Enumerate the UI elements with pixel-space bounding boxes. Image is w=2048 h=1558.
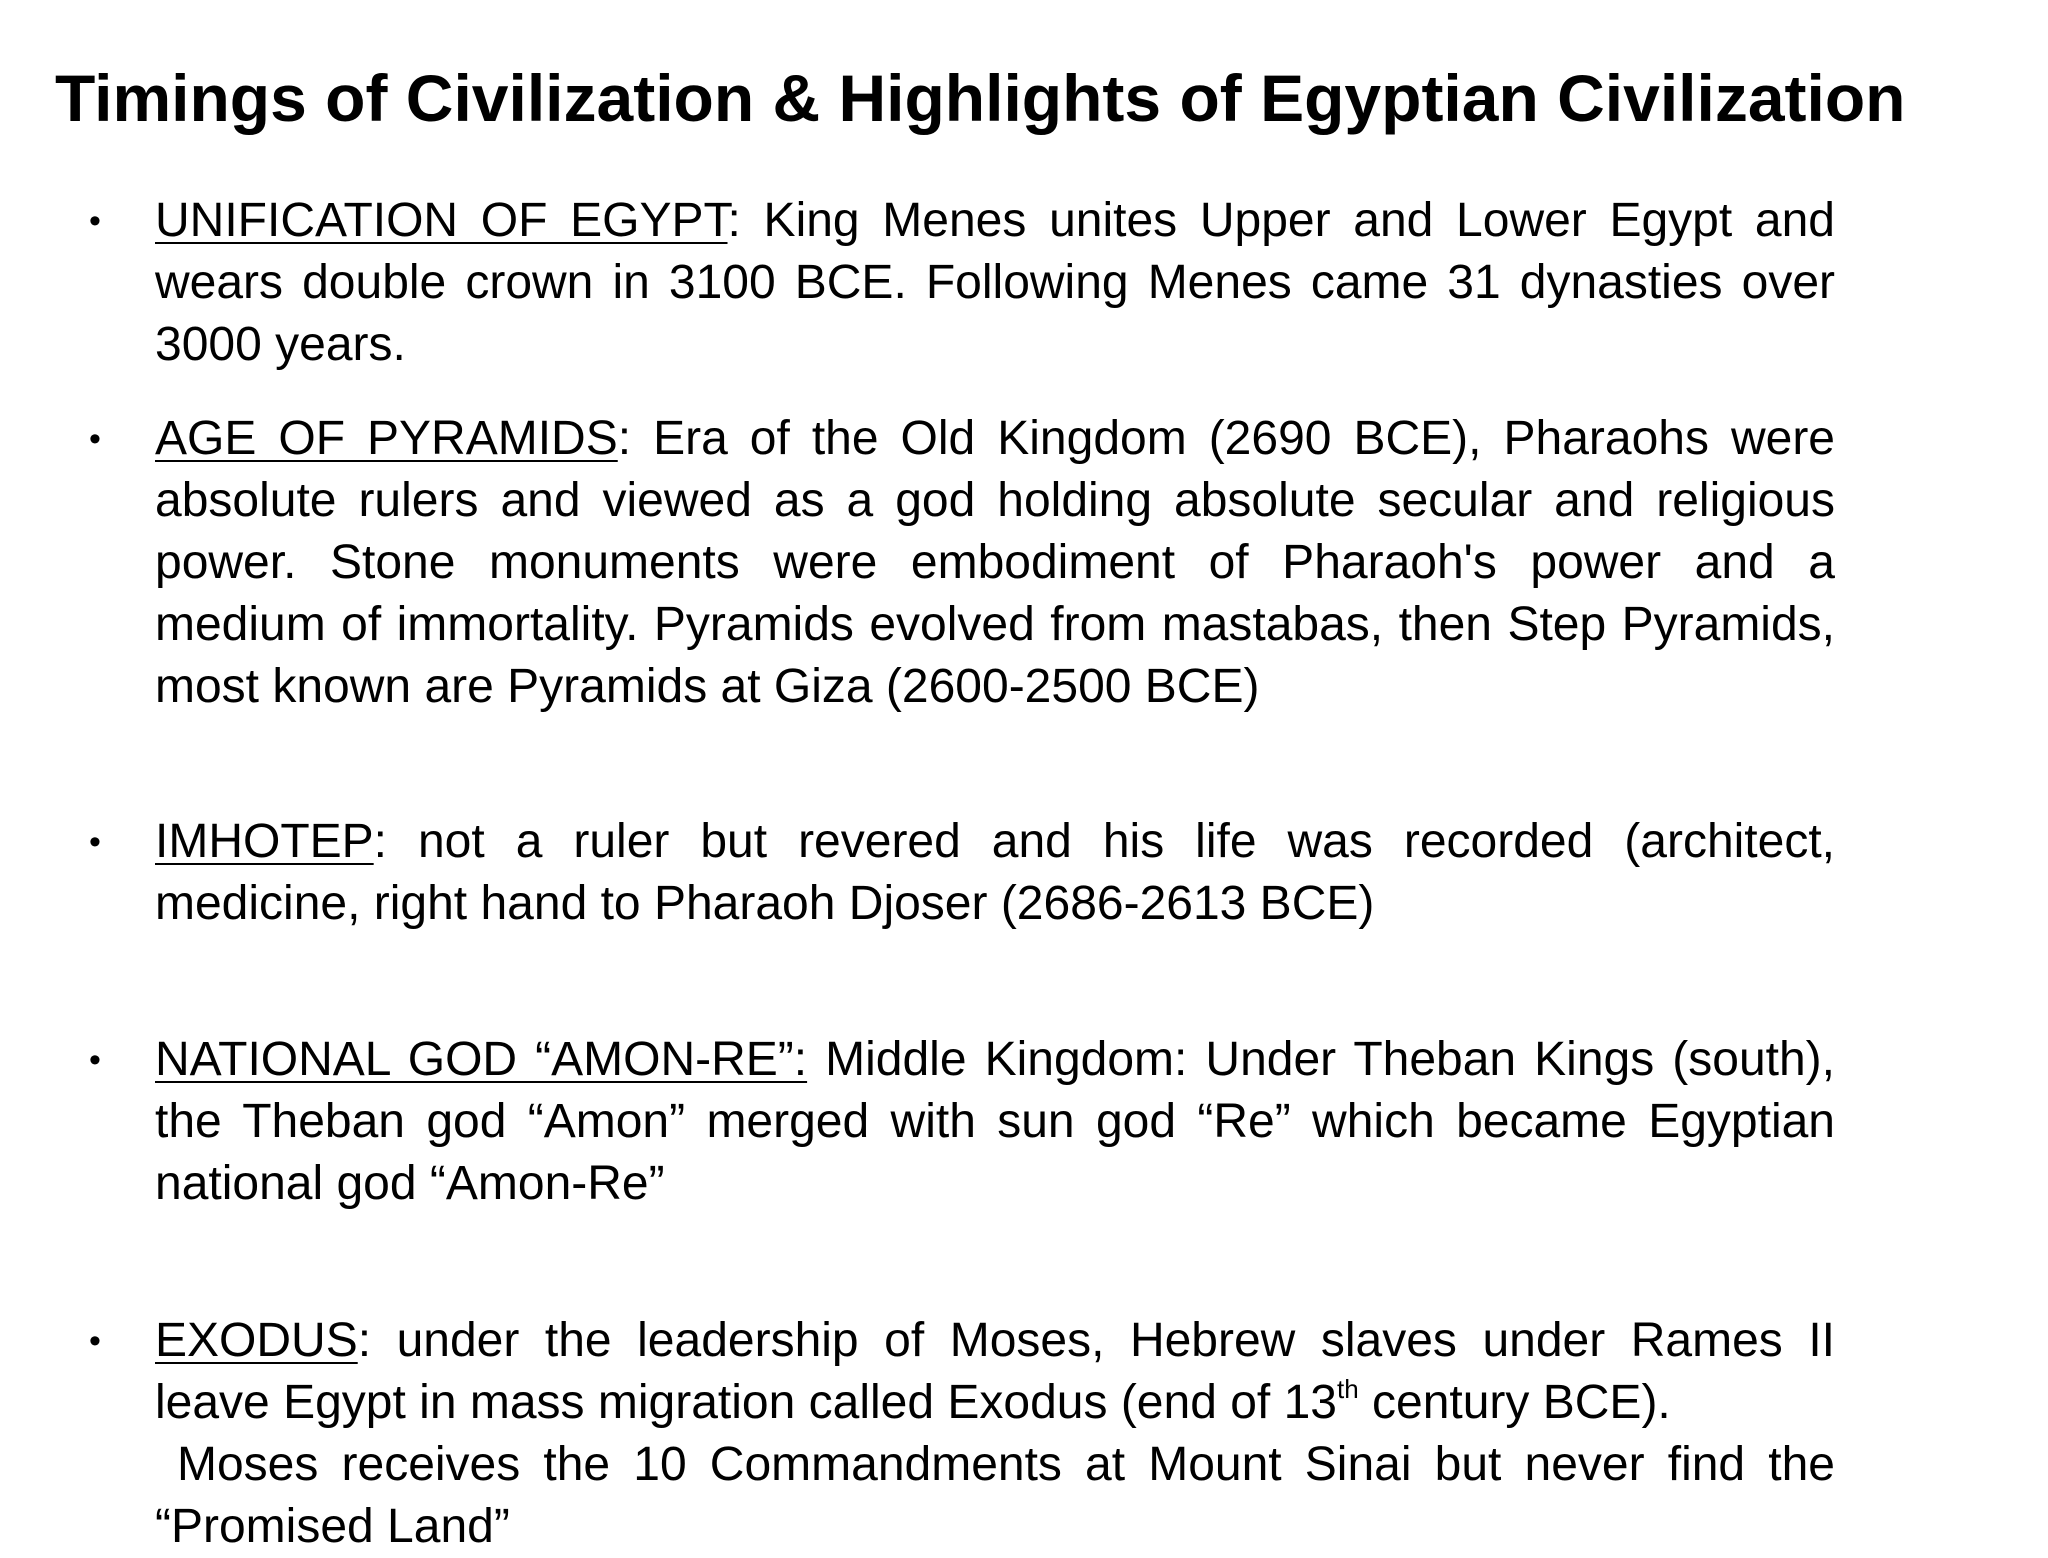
term-national-god: NATIONAL GOD “AMON-RE”: <box>155 1033 808 1086</box>
term-colon: : <box>357 1314 372 1367</box>
bullet-text-age-of-pyramids: Era of the Old Kingdom (2690 BCE), Pharaohs were absolute rulers and viewed as a god holding absolute secular and religious power. Stone monuments were embodiment of Pharaoh's power and a medium of immortality. Pyramids evolved from mastabas, then Step Pyramids, most known are Pyramids at Giza (2600-2500 BCE) <box>155 412 1836 713</box>
term-imhotep: IMHOTEP <box>155 815 374 868</box>
superscript-th: th <box>1336 1374 1359 1404</box>
bullet-text-national-god: Middle Kingdom: Under Theban Kings (south), the Theban god “Amon” merged with sun god “Re” which became Egyptian national god “Amon-Re” <box>155 1033 1835 1210</box>
bullet-icon: • <box>89 1322 101 1360</box>
bullet-text-exodus-century: century BCE). <box>1358 1376 1671 1429</box>
term-colon: : <box>617 412 632 465</box>
slide-title: Timings of Civilization & Highlights of Egyptian Civilization <box>55 61 1906 135</box>
bullet-item-unification <box>89 190 1835 376</box>
bullet-icon: • <box>89 202 101 240</box>
bullet-text-exodus-continued: Moses receives the 10 Commandments at Mount Sinai but never find the “Promised Land” <box>155 1438 1835 1553</box>
bullet-item-age-of-pyramids <box>89 408 1836 718</box>
bullet-text-imhotep: not a ruler but revered and his life was recorded (architect, medicine, right hand to Pharaoh Djoser (2686-2613 BCE) <box>155 815 1835 930</box>
bullet-icon: • <box>89 823 101 861</box>
bullet-text-exodus: under the leadership of Moses, Hebrew slaves under Rames II leave Egypt in mass migration called Exodus (end of 13 <box>155 1314 1835 1429</box>
bullet-icon: • <box>89 1041 101 1079</box>
term-colon: : <box>727 194 741 247</box>
term-unification: UNIFICATION OF EGYPT <box>155 194 728 247</box>
term-colon: : <box>373 815 388 868</box>
bullet-item-national-god <box>89 1029 1835 1215</box>
bullet-icon: • <box>89 420 101 458</box>
bullet-item-exodus <box>89 1310 1835 1558</box>
term-age-of-pyramids: AGE OF PYRAMIDS <box>155 412 618 465</box>
bullet-text-unification: King Menes unites Upper and Lower Egypt and wears double crown in 3100 BCE. Following Menes came 31 dynasties over 3000 years. <box>155 194 1835 371</box>
term-exodus: EXODUS <box>155 1314 358 1367</box>
bullet-item-imhotep <box>89 811 1835 935</box>
